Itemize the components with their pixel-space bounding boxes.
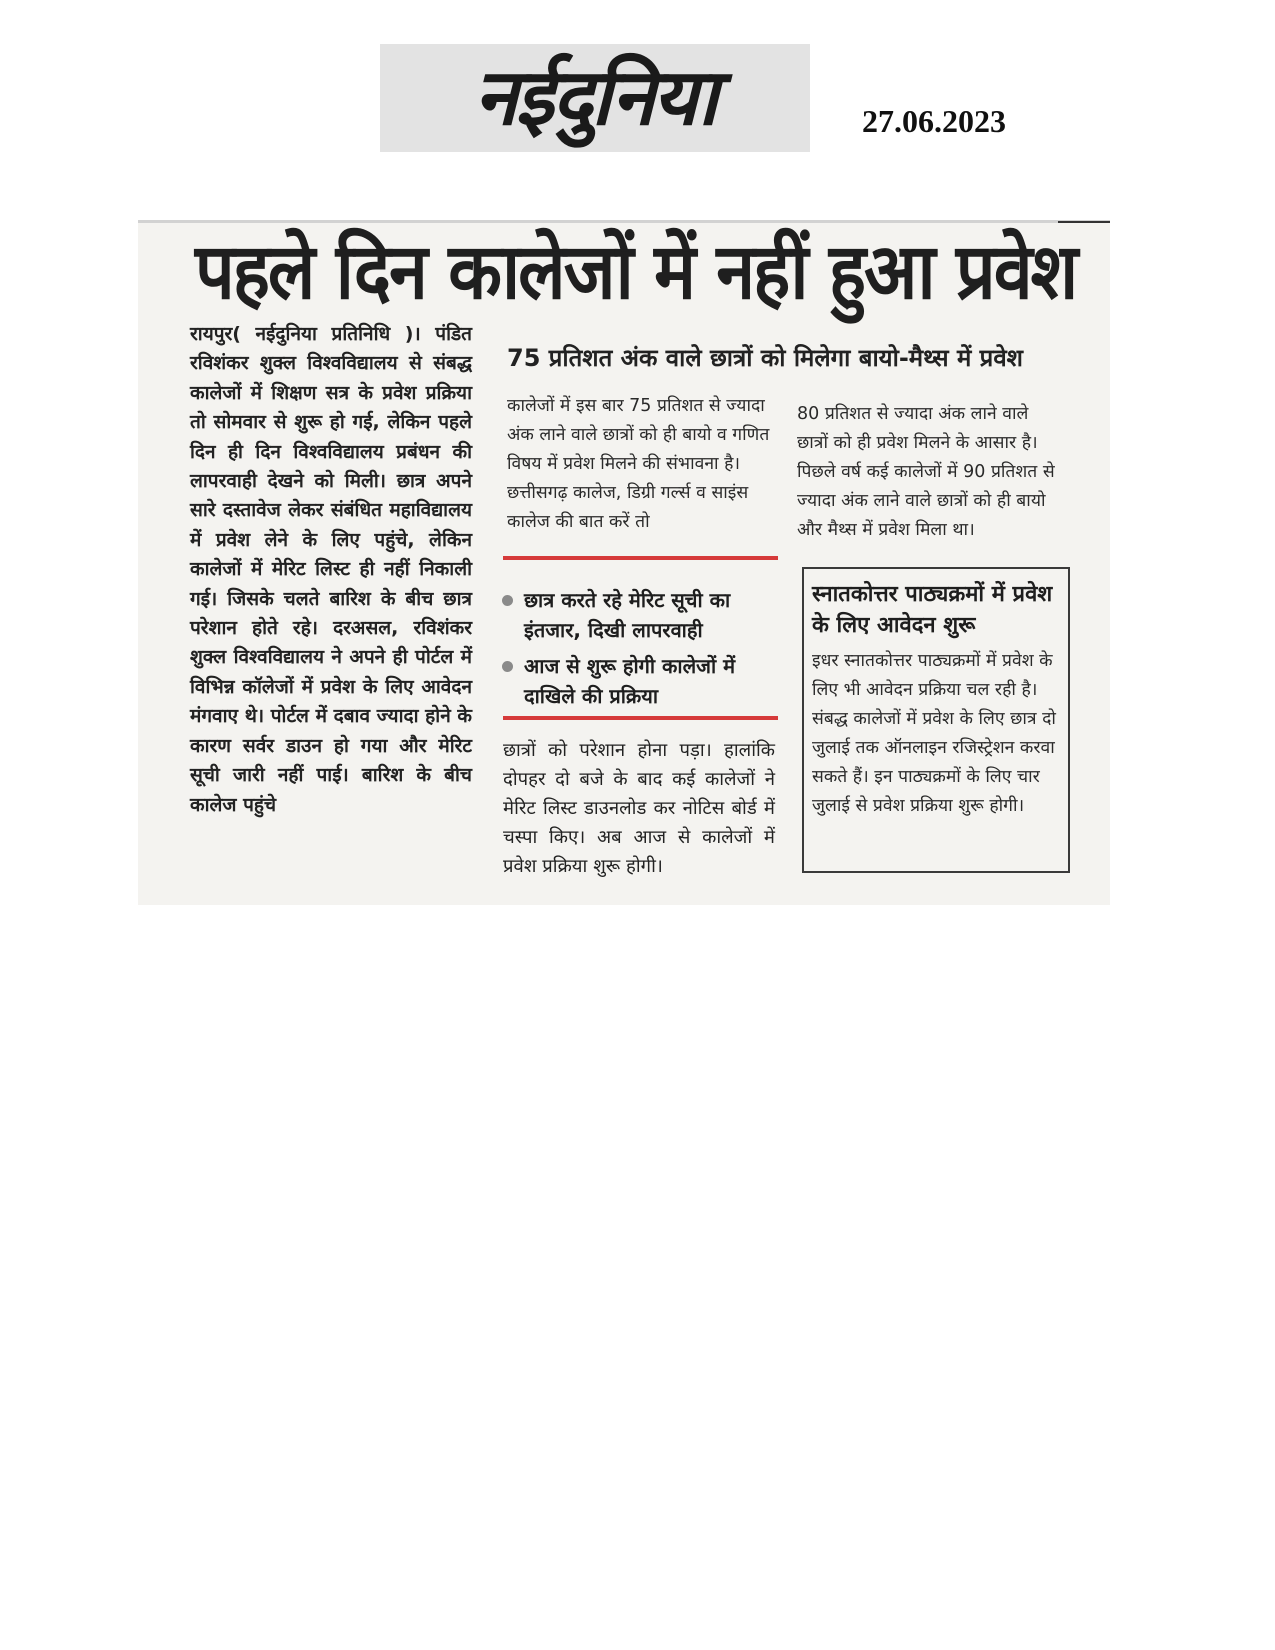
newspaper-masthead-logo	[380, 44, 810, 152]
article-column-2-bottom: छात्रों को परेशान होना पड़ा। हालांकि दोपहर दो बजे के बाद कई कालेजों ने मेरिट लिस्ट डाउनलोड कर नोटिस बोर्ड में चस्पा किए। अब आज से कालेजों में प्रवेश प्रक्रिया शुरू होगी।	[503, 740, 775, 877]
sidebar-box	[802, 567, 1070, 873]
highlight-text: छात्र करते रहे मेरिट सूची का इंतजार, दिखी लापरवाही	[524, 588, 731, 642]
clipping-top-rule-mark	[1058, 221, 1110, 223]
highlights-list	[500, 585, 780, 717]
article-subheadline: 75 प्रतिशत अंक वाले छात्रों को मिलेगा बायो-मैथ्स में प्रवेश	[507, 344, 1023, 372]
highlight-item	[500, 651, 780, 711]
highlights-top-rule	[503, 556, 778, 560]
article-dateline: रायपुर( नईदुनिया प्रतिनिधि )।	[190, 323, 421, 345]
article-column-3-top: 80 प्रतिशत से ज्यादा अंक लाने वाले छात्रों को ही प्रवेश मिलने के आसार है। पिछले वर्ष कई कालेजों में 90 प्रतिशत से ज्यादा अंक लाने वाले छात्रों को ही बायो और मैथ्स में प्रवेश मिला था।	[797, 404, 1055, 540]
article-headline: पहले दिन कालेजों में नहीं हुआ प्रवेश	[195, 226, 1077, 317]
article-column-1	[190, 320, 472, 820]
sidebar-box-title: स्नातकोत्तर पाठ्यक्रमों में प्रवेश के लिए आवेदन शुरू	[812, 582, 1053, 638]
highlights-bottom-rule	[503, 716, 778, 720]
publication-date: 27.06.2023	[862, 103, 1006, 139]
highlight-text: आज से शुरू होगी कालेजों में दाखिले की प्रक्रिया	[524, 654, 736, 708]
article-column-2-top: कालेजों में इस बार 75 प्रतिशत से ज्यादा अंक लाने वाले छात्रों को ही बायो व गणित विषय में प्रवेश मिलने की संभावना है। छत्तीसगढ़ कालेज, डिग्री गर्ल्स व साइंस कालेज की बात करें तो	[507, 396, 770, 532]
article-column-1-text: पंडित रविशंकर शुक्ल विश्वविद्यालय से संबद्ध कालेजों में शिक्षण सत्र के प्रवेश प्रक्रिया तो सोमवार से शुरू हो गई, लेकिन पहले दिन ही दिन विश्वविद्यालय प्रबंधन की लापरवाही देखने को मिली। छात्र अपने सारे दस्तावेज लेकर संबंधित महाविद्यालय में प्रवेश लेने के लिए पहुंचे, लेकिन कालेजों में मेरिट लिस्ट ही नहीं निकाली गई। जिसके चलते बारिश के बीच छात्र परेशान होते रहे। दरअसल, रविशंकर शुक्ल विश्वविद्यालय ने अपने ही पोर्टल में विभिन्न कॉलेजों में प्रवेश के लिए आवेदन मंगवाए थे। पोर्टल में दबाव ज्यादा होने के कारण सर्वर डाउन हो गया और मेरिट सूची जारी नहीं पाई। बारिश के बीच कालेज पहुंचे	[190, 323, 472, 816]
highlight-item	[500, 585, 780, 645]
bullet-icon	[502, 595, 513, 606]
sidebar-box-body: इधर स्नातकोत्तर पाठ्यक्रमों में प्रवेश के लिए भी आवेदन प्रक्रिया चल रही है। संबद्ध कालेजों में प्रवेश के लिए छात्र दो जुलाई तक ऑनलाइन रजिस्ट्रेशन करवा सकते हैं। इन पाठ्यक्रमों के लिए चार जुलाई से प्रवेश प्रक्रिया शुरू होगी।	[812, 651, 1056, 816]
bullet-icon	[502, 661, 513, 672]
masthead-name: नईदुनिया	[474, 53, 716, 143]
